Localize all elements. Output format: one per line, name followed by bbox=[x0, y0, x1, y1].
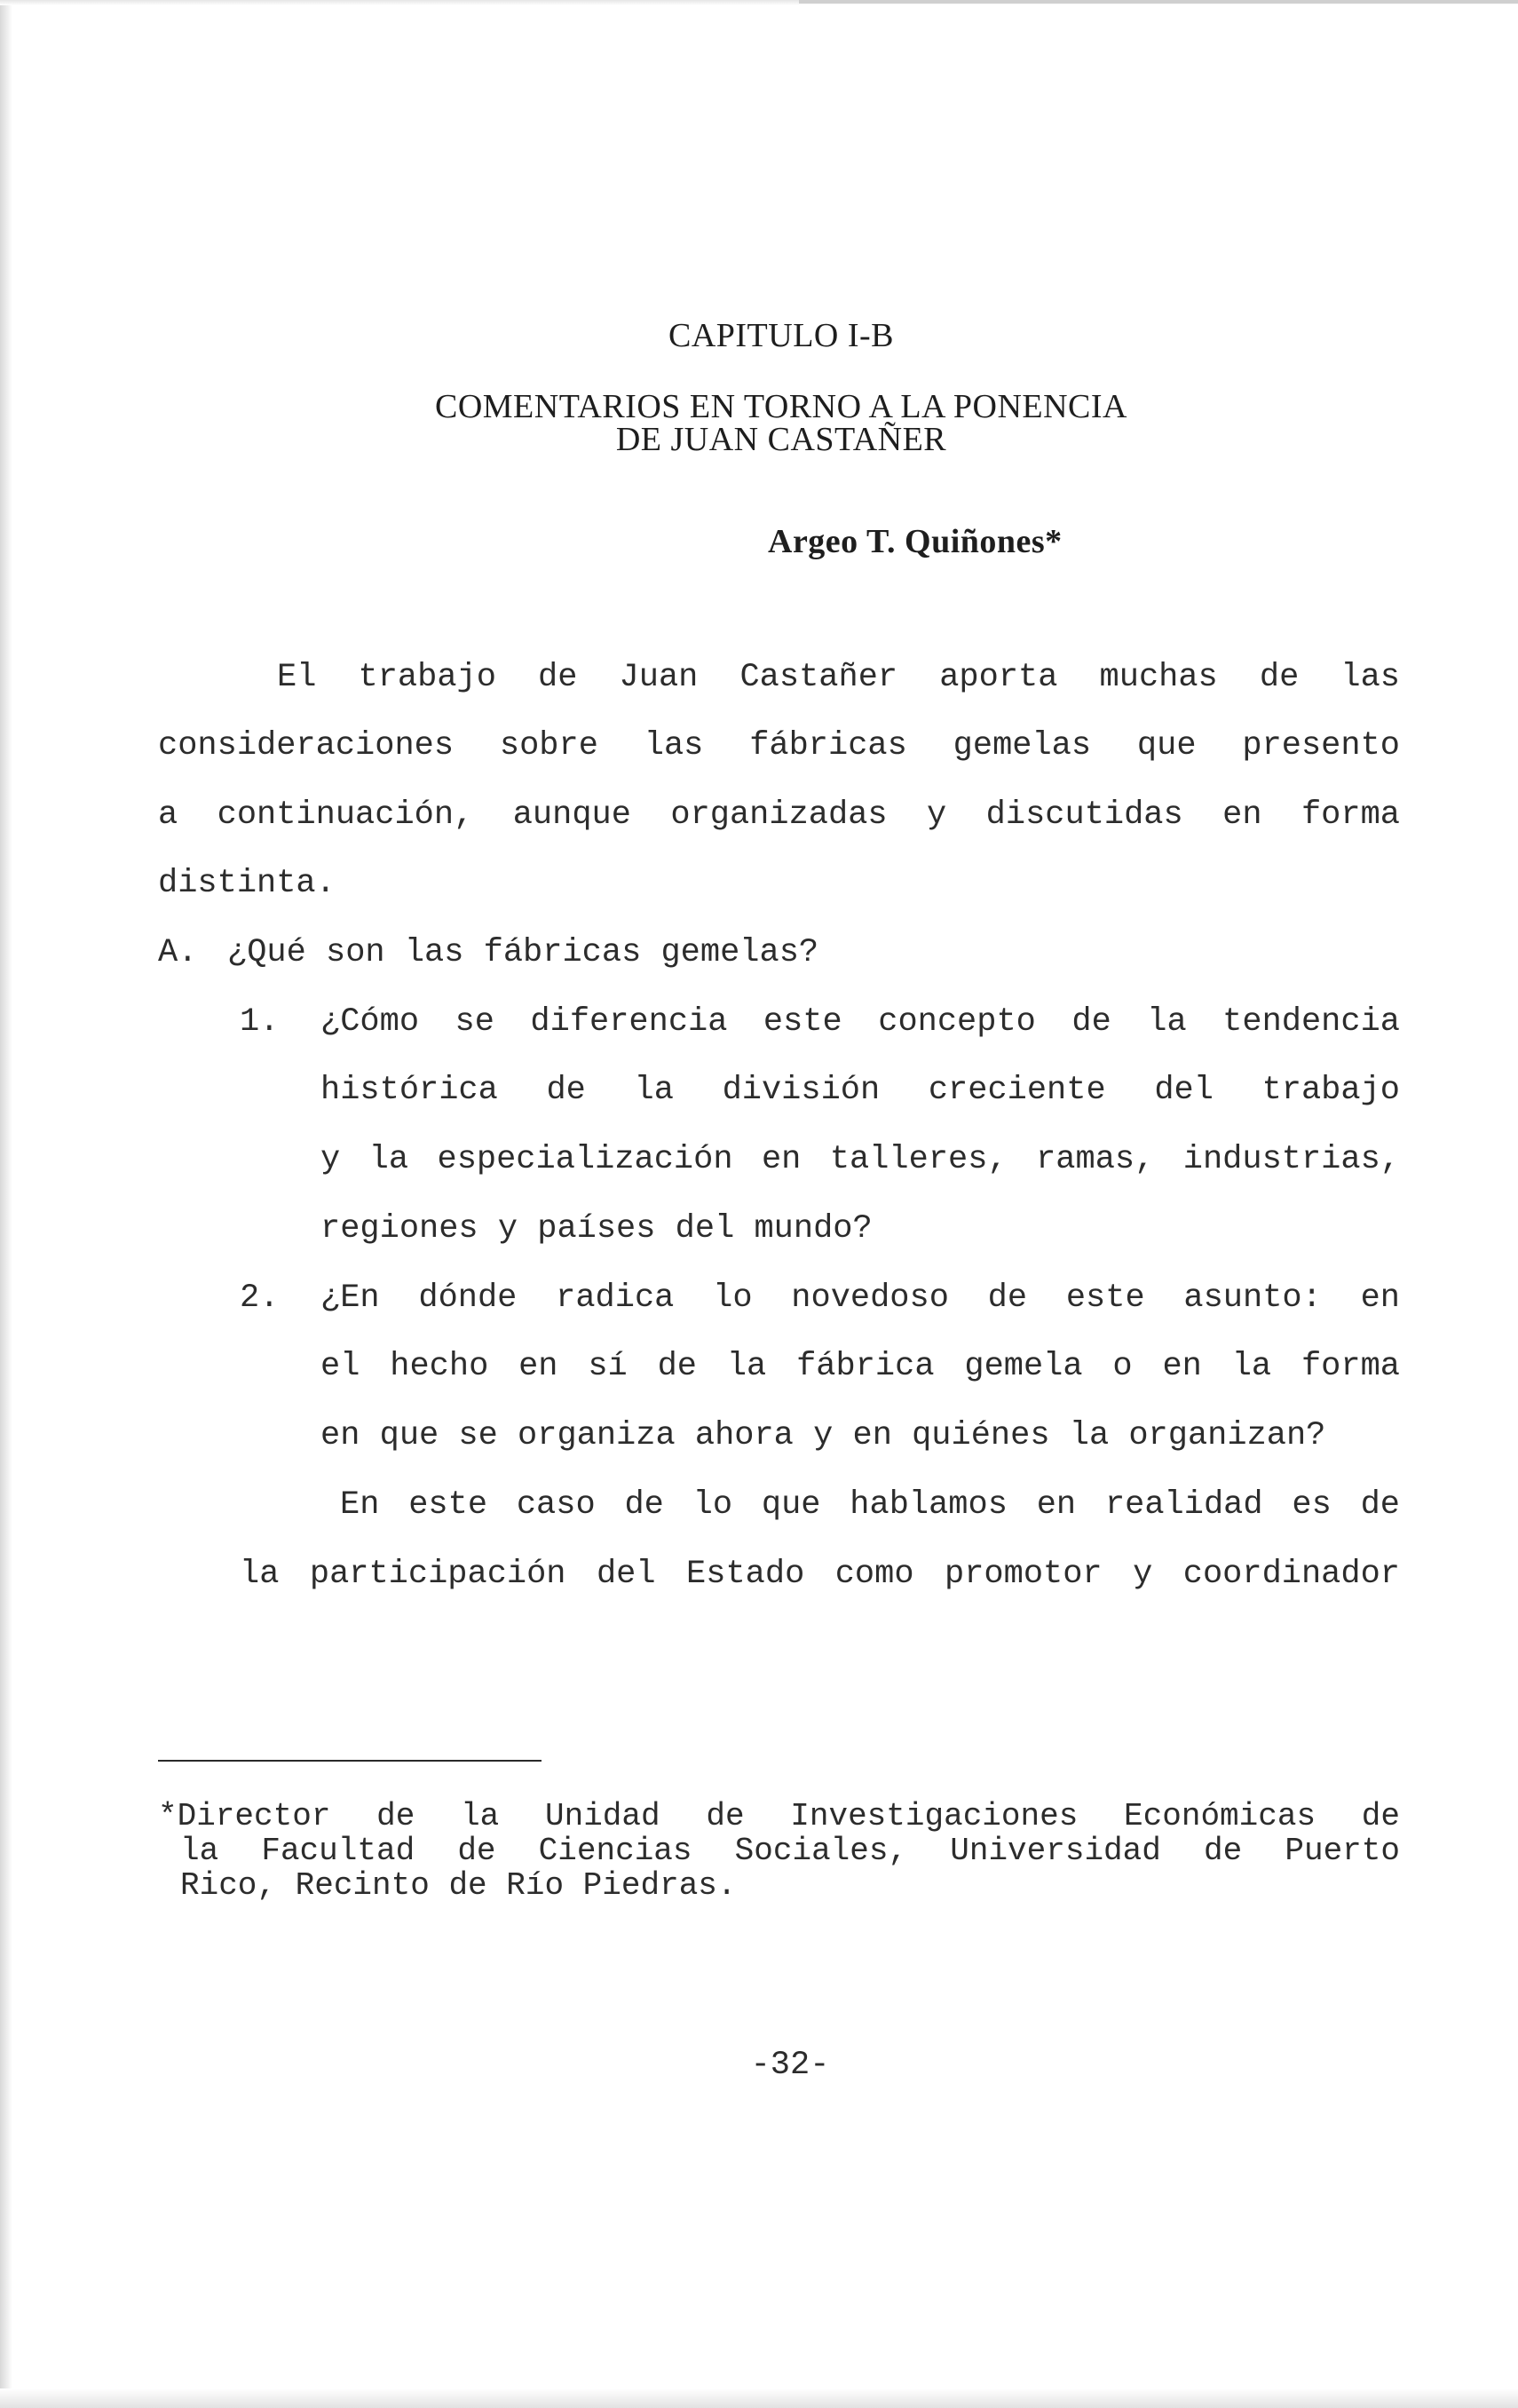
section-a-heading: ¿Qué son las fábricas gemelas? bbox=[227, 934, 819, 971]
item-1-line: regiones y países del mundo? bbox=[320, 1210, 873, 1248]
footnote-line: la Facultad de Ciencias Sociales, Universidad de Puerto bbox=[180, 1833, 1400, 1869]
document-title-line-2: DE JUAN CASTAÑER bbox=[615, 421, 947, 458]
intro-line: El trabajo de Juan Castañer aporta muchas de las bbox=[277, 659, 1400, 696]
section-a-label: A. bbox=[158, 934, 198, 971]
intro-line: distinta. bbox=[158, 865, 336, 902]
item-2-line: el hecho en sí de la fábrica gemela o en la forma bbox=[320, 1348, 1400, 1385]
item-2-line: ¿En dónde radica lo novedoso de este asunto: en bbox=[320, 1279, 1400, 1317]
chapter-title: CAPITULO I-B bbox=[668, 317, 895, 354]
closing-line: En este caso de lo que hablamos en realidad es de bbox=[340, 1486, 1400, 1524]
page-number: -32- bbox=[750, 2047, 830, 2084]
scan-edge-top-right bbox=[799, 0, 1518, 4]
intro-line: consideraciones sobre las fábricas gemelas que presento bbox=[158, 727, 1400, 764]
item-1-number: 1. bbox=[240, 1003, 280, 1041]
document-title-line-1: COMENTARIOS EN TORNO A LA PONENCIA bbox=[434, 388, 1127, 425]
closing-line: la participación del Estado como promotor y coordinador bbox=[240, 1556, 1400, 1593]
intro-line: a continuación, aunque organizadas y discutidas en forma bbox=[158, 796, 1400, 834]
item-1-line: histórica de la división creciente del trabajo bbox=[320, 1072, 1400, 1109]
author-name: Argeo T. Quiñones* bbox=[768, 523, 1063, 560]
item-1-line: y la especialización en talleres, ramas, industrias, bbox=[320, 1141, 1400, 1178]
footnote-line: *Director de la Unidad de Investigaciones Económicas de bbox=[158, 1798, 1400, 1834]
item-2-number: 2. bbox=[240, 1279, 280, 1317]
item-1-line: ¿Cómo se diferencia este concepto de la tendencia bbox=[320, 1003, 1400, 1041]
scan-edge-bottom bbox=[0, 2388, 1518, 2408]
footnote-separator bbox=[158, 1760, 542, 1762]
footnote-line: Rico, Recinto de Río Piedras. bbox=[180, 1867, 737, 1904]
item-2-line: en que se organiza ahora y en quiénes la organizan? bbox=[320, 1417, 1326, 1454]
